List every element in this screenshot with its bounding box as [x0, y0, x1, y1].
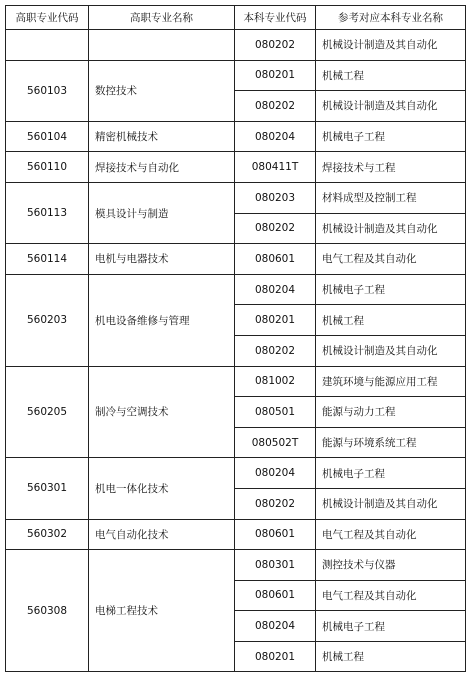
table-row — [6, 30, 466, 61]
undergrad-code-cell: 080502T — [235, 427, 316, 458]
undergrad-name-cell: 焊接技术与工程 — [316, 152, 466, 183]
undergrad-code-cell: 080202 — [235, 91, 316, 122]
vocational-code-cell: 560113 — [6, 182, 89, 243]
undergrad-code-cell: 080204 — [235, 274, 316, 305]
vocational-name-cell: 焊接技术与自动化 — [89, 152, 235, 183]
undergrad-code-cell: 080301 — [235, 550, 316, 581]
undergrad-name-cell: 机械电子工程 — [316, 121, 466, 152]
table-row — [6, 519, 466, 550]
vocational-name-cell: 模具设计与制造 — [89, 182, 235, 243]
vocational-name-cell: 电气自动化技术 — [89, 519, 235, 550]
vocational-code-cell: 560104 — [6, 121, 89, 152]
undergrad-code-cell: 080204 — [235, 458, 316, 489]
vocational-code-cell: 560114 — [6, 244, 89, 275]
vocational-name-cell: 机电一体化技术 — [89, 458, 235, 519]
table-row — [6, 152, 466, 183]
header-undergrad-code: 本科专业代码 — [235, 6, 316, 30]
undergrad-code-cell: 080601 — [235, 519, 316, 550]
undergrad-name-cell: 机械设计制造及其自动化 — [316, 30, 466, 61]
vocational-name-cell: 电梯工程技术 — [89, 550, 235, 672]
undergrad-code-cell: 080201 — [235, 305, 316, 336]
undergrad-code-cell: 080204 — [235, 121, 316, 152]
table-body — [6, 30, 466, 672]
vocational-name-cell: 电机与电器技术 — [89, 244, 235, 275]
undergrad-code-cell: 080204 — [235, 611, 316, 642]
vocational-code-cell: 560203 — [6, 274, 89, 366]
vocational-code-cell: 560301 — [6, 458, 89, 519]
undergrad-name-cell: 机械工程 — [316, 641, 466, 672]
undergrad-name-cell: 机械设计制造及其自动化 — [316, 91, 466, 122]
table-header — [6, 6, 466, 30]
undergrad-code-cell: 080501 — [235, 397, 316, 428]
vocational-code-cell: 560302 — [6, 519, 89, 550]
undergrad-code-cell: 080601 — [235, 580, 316, 611]
table-row — [6, 458, 466, 489]
undergrad-code-cell: 080601 — [235, 244, 316, 275]
undergrad-name-cell: 材料成型及控制工程 — [316, 182, 466, 213]
header-vocational-code: 高职专业代码 — [6, 6, 89, 30]
vocational-name-cell — [89, 30, 235, 61]
vocational-code-cell: 560103 — [6, 60, 89, 121]
undergrad-code-cell: 081002 — [235, 366, 316, 397]
undergrad-code-cell: 080202 — [235, 30, 316, 61]
undergrad-code-cell: 080202 — [235, 488, 316, 519]
undergrad-name-cell: 机械电子工程 — [316, 458, 466, 489]
undergrad-code-cell: 080411T — [235, 152, 316, 183]
header-vocational-name: 高职专业名称 — [89, 6, 235, 30]
vocational-name-cell: 精密机械技术 — [89, 121, 235, 152]
undergrad-name-cell: 电气工程及其自动化 — [316, 580, 466, 611]
undergrad-name-cell: 机械设计制造及其自动化 — [316, 213, 466, 244]
vocational-code-cell: 560308 — [6, 550, 89, 672]
vocational-code-cell: 560205 — [6, 366, 89, 458]
table-row — [6, 121, 466, 152]
table-row — [6, 244, 466, 275]
vocational-name-cell: 制冷与空调技术 — [89, 366, 235, 458]
undergrad-code-cell: 080201 — [235, 60, 316, 91]
undergrad-name-cell: 能源与动力工程 — [316, 397, 466, 428]
table-row — [6, 182, 466, 213]
undergrad-name-cell: 机械设计制造及其自动化 — [316, 488, 466, 519]
undergrad-code-cell: 080201 — [235, 641, 316, 672]
undergrad-name-cell: 机械电子工程 — [316, 274, 466, 305]
major-mapping-table — [5, 5, 466, 672]
undergrad-name-cell: 测控技术与仪器 — [316, 550, 466, 581]
undergrad-name-cell: 机械工程 — [316, 60, 466, 91]
table-row — [6, 60, 466, 91]
undergrad-name-cell: 能源与环境系统工程 — [316, 427, 466, 458]
header-undergrad-name: 参考对应本科专业名称 — [316, 6, 466, 30]
table-row — [6, 366, 466, 397]
vocational-name-cell: 机电设备维修与管理 — [89, 274, 235, 366]
vocational-code-cell: 560110 — [6, 152, 89, 183]
table-row — [6, 550, 466, 581]
undergrad-name-cell: 电气工程及其自动化 — [316, 519, 466, 550]
undergrad-code-cell: 080202 — [235, 335, 316, 366]
header-row — [6, 6, 466, 30]
undergrad-name-cell: 机械设计制造及其自动化 — [316, 335, 466, 366]
undergrad-code-cell: 080202 — [235, 213, 316, 244]
undergrad-code-cell: 080203 — [235, 182, 316, 213]
undergrad-name-cell: 机械电子工程 — [316, 611, 466, 642]
vocational-code-cell — [6, 30, 89, 61]
vocational-name-cell: 数控技术 — [89, 60, 235, 121]
undergrad-name-cell: 建筑环境与能源应用工程 — [316, 366, 466, 397]
undergrad-name-cell: 机械工程 — [316, 305, 466, 336]
undergrad-name-cell: 电气工程及其自动化 — [316, 244, 466, 275]
table-row — [6, 274, 466, 305]
